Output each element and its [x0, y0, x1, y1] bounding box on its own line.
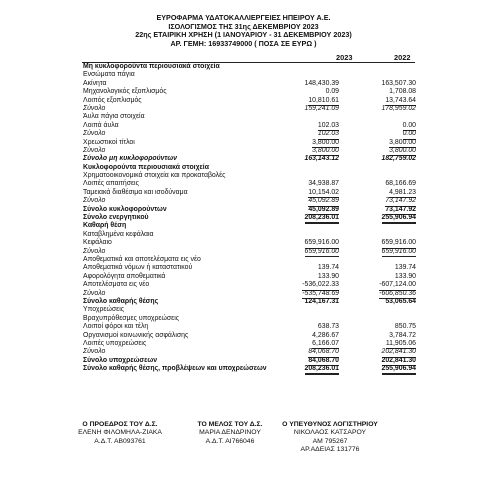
signature-id: Α.Δ.Τ. ΑΒ093761 — [94, 437, 146, 445]
table-row — [83, 222, 416, 230]
value-2022: 11,905.06 — [386, 340, 416, 349]
value-2022: 1,708.08 — [389, 88, 416, 96]
value-2022: 850.75 — [394, 323, 416, 331]
registry-number: ΑΡ. ΓΕΜΗ: 16933749000 ( ΠΟΣΑ ΣΕ ΕΥΡΩ ) — [170, 38, 317, 48]
row-label: Αποθεματικά νόμων ή καταστατικού — [83, 264, 193, 272]
row-label: Ακίνητα — [83, 79, 107, 87]
value-2022: 255,906.94 — [382, 365, 417, 375]
row-label: Σύνολο — [83, 104, 106, 112]
value-2022: 659,916.00 — [382, 239, 417, 248]
value-2023: 3,800.00 — [312, 139, 339, 148]
signature-block — [270, 421, 390, 455]
fiscal-period: 22ης ΕΤΑΙΡΙΚΗ ΧΡΗΣΗ (1 ΙΑΝΟΥΑΡΙΟΥ - 31 ΔΕΚΕΜΒΡΙΟΥ 2023) — [135, 30, 352, 40]
value-2022: 182,759.02 — [381, 155, 416, 163]
row-label: Καταβλημένα κεφάλαια — [83, 230, 154, 238]
value-2023: 163,143.12 — [304, 155, 339, 163]
signature-name: ΕΛΕΝΗ ΦΙΛΟΜΗΛΑ-ΖΙΑΚΑ — [78, 429, 162, 437]
row-label: Ταμειακά διαθέσιμα και ισοδύναμα — [83, 188, 188, 196]
row-label: Χρηματοοικονομικά στοιχεία και προκαταβολές — [83, 172, 226, 180]
table-row — [83, 231, 416, 239]
row-label: Σύνολο ενεργητικού — [83, 214, 149, 222]
value-2023: 4,286.67 — [312, 331, 339, 339]
table-row — [83, 214, 416, 222]
value-2023: 10,154.02 — [308, 189, 339, 198]
row-label: Σύνολο — [83, 146, 106, 154]
row-label: Λοιπές απαιτήσεις — [83, 180, 139, 188]
row-label: Μη κυκλοφορούντα περιουσιακά στοιχεία — [83, 63, 220, 70]
row-label: Υποχρεώσεις — [83, 306, 125, 314]
value-2022: 3,800.00 — [389, 147, 416, 156]
row-label: Αφορολόγητα αποθεματικά — [83, 272, 166, 280]
column-year-2022: 2022 — [394, 53, 411, 62]
table-row — [83, 164, 416, 172]
row-label: Καθαρή θέση — [83, 222, 127, 230]
company-name: ΕΥΡΟΦΑΡΜΑ ΥΔΑΤΟΚΑΛΛΙΕΡΓΕΙΕΣ ΗΠΕΙΡΟΥ Α.Ε. — [156, 13, 331, 22]
table-row — [83, 206, 416, 214]
value-2023: 84,068.70 — [308, 348, 339, 357]
report-title: ΙΣΟΛΟΓΙΣΜΟΣ ΤΗΣ 31ης ΔΕΚΕΜΒΡΙΟΥ 2023 — [168, 21, 319, 31]
table-row — [83, 239, 416, 247]
table-row — [83, 357, 416, 365]
value-2023: -536,022.33 — [302, 281, 339, 290]
value-2022: -607,124.00 — [379, 281, 416, 290]
signature-id: ΑΜ 795267 — [312, 437, 348, 445]
value-2022: 139.74 — [394, 264, 416, 272]
value-2023: 45,092.89 — [308, 197, 339, 206]
table-row — [83, 80, 416, 88]
table-row — [83, 180, 416, 188]
table-row — [83, 197, 416, 205]
value-2022: 13,743.64 — [385, 97, 416, 106]
row-label: Σύνολο — [83, 197, 106, 205]
value-2022: 68,166.69 — [385, 180, 416, 188]
value-2023: 124,167.31 — [304, 297, 339, 305]
row-label: Σύνολο μη κυκλοφορούντων — [83, 155, 177, 163]
table-row — [83, 340, 416, 348]
value-2023: 139.74 — [317, 264, 339, 272]
row-label: Κεφάλαιο — [83, 239, 112, 247]
signature-id: Α.Δ.Τ. ΑΙ766046 — [205, 437, 255, 445]
signature-title: Ο ΠΡΟΕΔΡΟΣ ΤΟΥ Δ.Σ. — [82, 421, 158, 428]
row-label: Ενσώματα πάγια — [83, 71, 135, 79]
value-2022: 163,507.30 — [381, 79, 416, 87]
value-2023: 34,938.87 — [308, 180, 339, 188]
value-2023: 659,916.00 — [305, 239, 340, 248]
row-label: Αποτελέσματα εις νέο — [83, 281, 150, 289]
value-2022: 73,147.92 — [385, 206, 416, 215]
value-2023: 102.03 — [318, 130, 339, 139]
row-label: Λοιποί φόροι και τέλη — [83, 323, 149, 331]
value-2023: 133.90 — [317, 272, 339, 280]
value-2022: -606,850.36 — [379, 290, 416, 299]
value-2023: 45,092.89 — [308, 206, 339, 215]
table-row — [83, 88, 416, 96]
table-row — [83, 130, 416, 138]
column-year-2023: 2023 — [336, 53, 353, 62]
table-row — [83, 348, 416, 356]
value-2022: 0.00 — [403, 122, 416, 131]
value-2023: 638.73 — [317, 323, 339, 331]
value-2022: 4,981.23 — [389, 189, 416, 198]
table-row — [83, 306, 416, 314]
value-2023: 148,430.39 — [304, 79, 339, 87]
value-2022: 3,800.00 — [389, 139, 416, 148]
signature-name: ΜΑΡΙΑ ΔΕΝΔΡΙΝΟΥ — [199, 429, 261, 437]
row-label: Σύνολο — [83, 289, 106, 297]
value-2023: 102.03 — [318, 122, 339, 131]
value-2023: -535,748.69 — [302, 290, 339, 299]
signature-name: ΝΙΚΟΛΑΟΣ ΚΑΤΣΑΡΟΥ — [293, 429, 367, 437]
table-row — [83, 323, 416, 331]
value-2022: 202,841.30 — [382, 357, 417, 366]
row-label: Σύνολο υποχρεώσεων — [83, 356, 158, 364]
table-row — [83, 113, 416, 121]
value-2023: 3,800.00 — [312, 147, 339, 156]
table-row — [83, 248, 416, 256]
value-2022: 659,916.00 — [382, 248, 417, 257]
row-label: Σύνολο καθαρής θέσης, προβλέψεων και υποχρεώσεων — [83, 365, 267, 373]
signature-block — [60, 421, 180, 446]
table-row — [83, 189, 416, 197]
table-row — [83, 290, 416, 298]
row-label: Λοιπές υποχρεώσεις — [83, 339, 147, 347]
row-label: Σύνολο καθαρής θέσης — [83, 297, 159, 305]
row-label: Χρεωστικοί τίτλοι — [83, 138, 135, 146]
table-row — [83, 155, 416, 163]
value-2022: 133.90 — [394, 272, 416, 280]
value-2023: 84,068.70 — [308, 357, 339, 366]
row-label: Λοιπός εξοπλισμός — [83, 96, 142, 104]
row-label: Άυλα πάγια στοιχεία — [83, 113, 145, 121]
table-row — [83, 264, 416, 272]
table-row — [83, 315, 416, 323]
value-2022: 73,147.92 — [385, 197, 416, 206]
row-label: Βραχυπρόθεσμες υποχρεώσεις — [83, 314, 180, 322]
row-label: Κυκλοφορούντα περιουσιακά στοιχεία — [83, 163, 209, 171]
value-2022: 53,065.64 — [385, 297, 416, 305]
value-2023: 10,810.61 — [308, 97, 339, 106]
value-2023: 6,166.07 — [312, 340, 339, 349]
value-2022: 178,959.02 — [381, 104, 416, 112]
value-2022: 3,784.72 — [389, 331, 416, 339]
row-label: Σύνολο — [83, 348, 106, 356]
row-label: Σύνολο — [83, 247, 106, 255]
table-row — [83, 332, 416, 340]
row-label: Σύνολο — [83, 130, 106, 138]
value-2023: 208,236.01 — [305, 214, 340, 224]
table-row — [83, 71, 416, 79]
row-label: Μηχανολογικός εξοπλισμός — [83, 88, 167, 96]
value-2023: 0.09 — [325, 88, 339, 96]
value-2023: 159,241.09 — [304, 104, 339, 112]
row-label: Σύνολο κυκλοφορούντων — [83, 205, 167, 213]
signature-extra: ΑΡ.ΑΔΕΙΑΣ 131776 — [300, 446, 360, 454]
value-2022: 0.00 — [403, 130, 416, 139]
signature-title: ΤΟ ΜΕΛΟΣ ΤΟΥ Δ.Σ. — [197, 421, 263, 428]
table-row — [83, 139, 416, 147]
row-label: Λοιπά άυλα — [83, 121, 119, 129]
signature-title: Ο ΥΠΕΥΘΥΝΟΣ ΛΟΓΙΣΤΗΡΙΟΥ — [282, 421, 378, 428]
report-header — [0, 14, 487, 48]
balance-sheet-table — [83, 63, 416, 373]
value-2022: 255,906.94 — [382, 214, 417, 224]
value-2022: 202,841.30 — [382, 348, 417, 357]
value-2023: 659,916.00 — [305, 248, 340, 257]
table-row — [83, 122, 416, 130]
table-row — [83, 365, 416, 373]
value-2023: 208,236.01 — [305, 365, 340, 375]
row-label: Αποθεματικά και αποτελέσματα εις νέο — [83, 255, 201, 263]
row-label: Οργανισμοί κοινωνικής ασφάλισης — [83, 331, 189, 339]
table-row — [83, 298, 416, 306]
table-row — [83, 281, 416, 289]
table-row — [83, 97, 416, 105]
table-row — [83, 273, 416, 281]
